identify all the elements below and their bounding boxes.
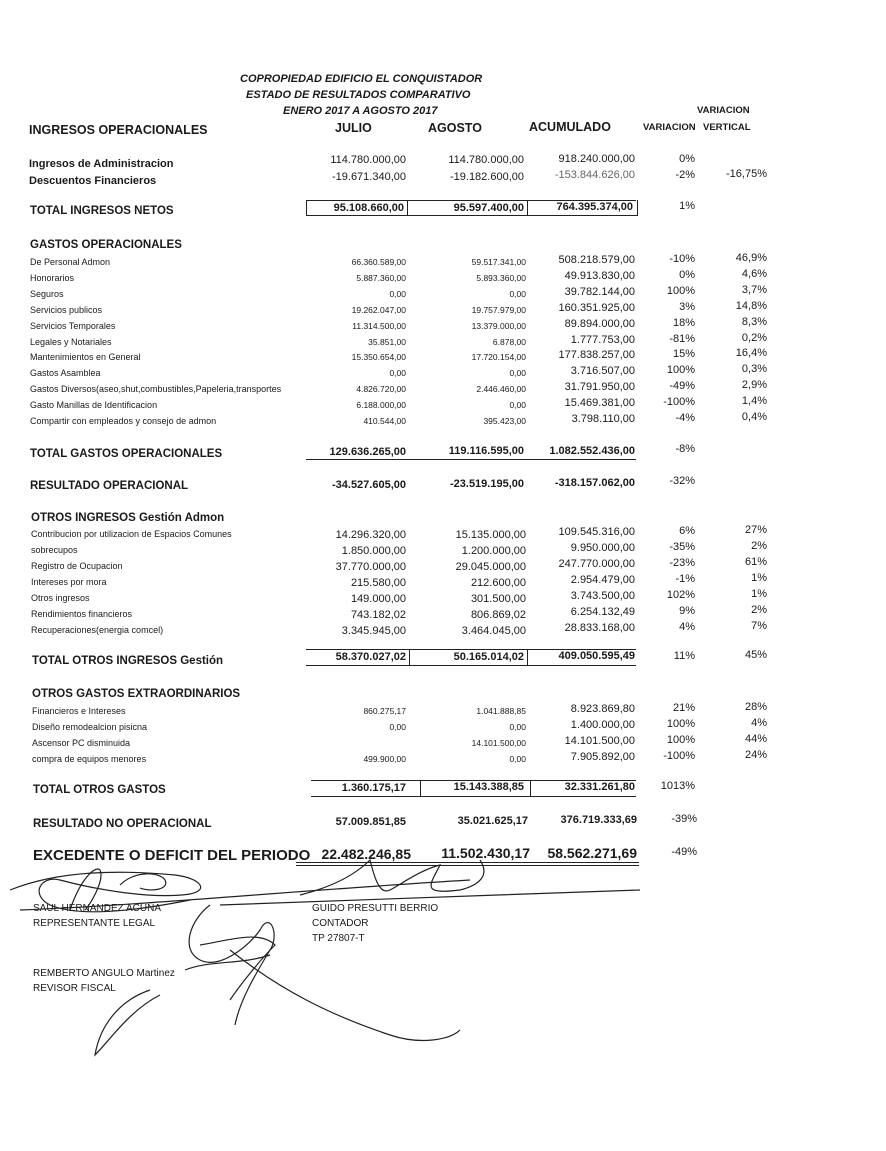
resultado-no-operacional-julio: 57.009.851,85 (335, 816, 406, 828)
row-acumulado: 508.218.579,00 (558, 254, 635, 266)
excedente-agosto: 11.502.430,17 (441, 845, 530, 861)
row-vertical: 24% (744, 749, 767, 761)
total-ingresos-label: TOTAL INGRESOS NETOS (30, 205, 174, 217)
resultado-operacional-agosto: -23.519.195,00 (449, 478, 524, 490)
row-agosto: -19.182.600,00 (449, 171, 524, 183)
col-divider (407, 201, 408, 215)
row-variacion: 100% (666, 284, 695, 297)
col-header-variacion: VARIACION (643, 122, 696, 133)
row-vertical: 1,4% (741, 395, 767, 408)
row-acumulado: 14.101.500,00 (564, 735, 635, 747)
total-gastos-acumulado: 1.082.552.436,00 (549, 445, 635, 457)
row-variacion: -2% (675, 169, 695, 181)
total-gastos-var: -8% (675, 443, 695, 455)
row-julio: 860.275,17 (363, 706, 406, 716)
row-label: Ingresos de Administracion (29, 158, 174, 170)
row-agosto: 17.720.154,00 (471, 352, 526, 363)
otros-ingresos-heading: OTROS INGRESOS Gestión Admon (31, 512, 225, 524)
row-agosto: 301.500,00 (470, 593, 526, 605)
row-label: Recuperaciones(energia comcel) (31, 625, 164, 635)
total-gastos-agosto: 119.116.595,00 (448, 445, 524, 457)
company-title: COPROPIEDAD EDIFICIO EL CONQUISTADOR (240, 73, 483, 85)
gastos-heading: GASTOS OPERACIONALES (30, 239, 182, 251)
revisor-title: REVISOR FISCAL (33, 983, 116, 994)
row-vertical: 61% (744, 556, 767, 568)
col-divider (527, 201, 528, 215)
resultado-operacional-label: RESULTADO OPERACIONAL (30, 480, 189, 492)
row-label: Mantenimientos en General (30, 352, 141, 363)
row-label: Servicios Temporales (30, 320, 116, 331)
total-otros-ingresos-label: TOTAL OTROS INGRESOS Gestión (32, 655, 224, 667)
col-header-julio: JULIO (335, 121, 372, 135)
row-agosto: 15.135.000,00 (455, 529, 526, 541)
resultado-no-operacional-var: -39% (671, 813, 697, 825)
row-agosto: 6.878,00 (492, 336, 526, 347)
total-otros-ingresos-acumulado: 409.050.595,49 (558, 650, 635, 662)
row-variacion: 18% (672, 316, 695, 329)
row-vertical: 4% (751, 717, 767, 729)
row-acumulado: 8.923.869,80 (570, 703, 635, 715)
row-agosto: 1.041.888,85 (476, 706, 526, 716)
row-label: Descuentos Financieros (29, 175, 157, 187)
row-acumulado: -153.844.626,00 (554, 169, 635, 181)
row-vertical: 16,4% (735, 347, 767, 360)
row-variacion: -10% (669, 253, 695, 265)
row-julio: 0,00 (389, 288, 406, 299)
row-vertical: 1% (751, 572, 767, 584)
report-title: ESTADO DE RESULTADOS COMPARATIVO (246, 89, 471, 101)
total-otros-gastos-label: TOTAL OTROS GASTOS (33, 784, 166, 796)
row-agosto: 0,00 (509, 754, 526, 764)
row-julio: 149.000,00 (350, 593, 406, 605)
row-label: Ascensor PC disminuida (32, 738, 131, 748)
row-agosto: 1.200.000,00 (461, 545, 526, 557)
row-label: Servicios publicos (30, 304, 103, 315)
row-vertical: -16,75% (726, 168, 767, 180)
row-vertical: 8,3% (741, 315, 767, 328)
row-label: Diseño remodealcion pisicna (32, 722, 148, 732)
total-bottom-rule (306, 665, 636, 666)
row-label: compra de equipos menores (32, 754, 147, 764)
row-variacion: 3% (679, 300, 695, 313)
row-variacion: 100% (666, 734, 695, 746)
row-variacion: 100% (666, 364, 695, 377)
row-vertical: 27% (744, 524, 767, 536)
row-julio: 0,00 (389, 368, 406, 379)
total-otros-ingresos-vert: 45% (744, 649, 767, 661)
row-julio: 35.851,00 (368, 336, 406, 347)
row-variacion: -4% (675, 412, 695, 424)
resultado-no-operacional-agosto: 35.021.625,17 (457, 815, 528, 827)
excedente-julio: 22.482.246,85 (321, 846, 411, 862)
row-julio: 6.188.000,00 (356, 400, 406, 411)
resultado-operacional-acumulado: -318.157.062,00 (554, 477, 635, 489)
row-vertical: 1% (751, 588, 767, 600)
row-label: Financieros e Intereses (32, 706, 126, 716)
row-variacion: 0% (679, 153, 695, 165)
otros-gastos-heading: OTROS GASTOS EXTRAORDINARIOS (32, 688, 241, 700)
row-vertical: 44% (744, 733, 767, 745)
row-julio: 114.780.000,00 (330, 154, 406, 166)
representante-name: SAUL HERNANDEZ ACUÑA (33, 903, 161, 914)
row-vertical: 28% (744, 701, 767, 713)
resultado-operacional-julio: -34.527.605,00 (331, 479, 406, 491)
row-variacion: 102% (666, 589, 695, 601)
row-acumulado: 31.791.950,00 (564, 381, 635, 394)
row-agosto: 395.423,00 (483, 416, 526, 426)
row-variacion: 9% (679, 605, 695, 617)
row-variacion: -49% (669, 380, 695, 393)
total-otros-ingresos-agosto: 50.165.014,02 (453, 651, 524, 663)
row-acumulado: 3.743.500,00 (570, 590, 635, 602)
col-header-acumulado: ACUMULADO (529, 120, 611, 134)
row-julio: 19.262.047,00 (351, 304, 406, 315)
row-variacion: 21% (672, 702, 695, 714)
row-agosto: 3.464.045,00 (461, 625, 526, 637)
row-vertical: 2,9% (741, 379, 767, 392)
row-variacion: 6% (679, 525, 695, 537)
row-julio: 66.360.589,00 (351, 257, 406, 267)
total-gastos-julio: 129.636.265,00 (329, 446, 406, 458)
row-label: De Personal Admon (30, 257, 111, 267)
row-vertical: 14,8% (735, 299, 767, 312)
row-label: Honorarios (30, 272, 75, 283)
row-vertical: 2% (751, 540, 767, 552)
row-label: Gastos Asamblea (30, 368, 101, 379)
row-julio: 11.314.500,00 (352, 320, 406, 331)
total-ingresos-julio: 95.108.660,00 (333, 202, 404, 214)
row-julio: 15.350.654,00 (351, 352, 406, 363)
col-divider (409, 649, 410, 665)
contador-name: GUIDO PRESUTTI BERRIO (312, 903, 439, 914)
row-acumulado: 89.894.000,00 (564, 317, 635, 330)
total-ingresos-var: 1% (679, 200, 695, 212)
row-acumulado: 49.913.830,00 (564, 269, 635, 282)
row-agosto: 0,00 (509, 400, 526, 411)
row-variacion: -23% (669, 557, 695, 569)
row-label: Compartir con empleados y consejo de admon (30, 416, 217, 426)
row-variacion: 15% (672, 348, 695, 361)
row-variacion: 0% (679, 268, 695, 281)
excedente-label: EXCEDENTE O DEFICIT DEL PERIODO (33, 847, 311, 864)
row-acumulado: 2.954.479,00 (570, 574, 635, 586)
row-label: Gasto Manillas de Identificacion (30, 400, 158, 411)
row-variacion: -35% (669, 541, 695, 553)
row-label: Otros ingresos (31, 593, 90, 603)
row-agosto: 19.757.979,00 (471, 304, 526, 315)
total-bottom-rule (311, 796, 636, 797)
row-julio: 37.770.000,00 (335, 561, 406, 573)
row-agosto: 0,00 (509, 368, 526, 379)
row-acumulado: 6.254.132,49 (570, 606, 635, 618)
row-vertical: 7% (751, 620, 767, 632)
representante-title: REPRESENTANTE LEGAL (33, 918, 156, 929)
row-julio: 499.900,00 (363, 754, 406, 764)
row-vertical: 0,2% (741, 331, 767, 344)
row-variacion: 100% (666, 718, 695, 730)
row-variacion: -81% (669, 332, 695, 345)
row-acumulado: 177.838.257,00 (558, 349, 635, 362)
row-julio: 743.182,02 (350, 609, 406, 621)
revisor-name: REMBERTO ANGULO Martinez (33, 968, 175, 979)
row-julio: 14.296.320,00 (335, 529, 406, 541)
row-vertical: 0,4% (741, 411, 767, 423)
row-agosto: 14.101.500,00 (471, 738, 526, 748)
row-agosto: 212.600,00 (470, 577, 526, 589)
ingresos-operacionales-heading: INGRESOS OPERACIONALES (29, 123, 208, 137)
resultado-no-operacional-acumulado: 376.719.333,69 (560, 814, 637, 826)
row-agosto: 5.893.360,00 (476, 272, 526, 283)
row-julio: -19.671.340,00 (331, 171, 406, 183)
contador-tp: TP 27807-T (312, 933, 365, 944)
total-gastos-label: TOTAL GASTOS OPERACIONALES (30, 448, 223, 460)
total-otros-gastos-agosto: 15.143.388,85 (453, 781, 524, 793)
excedente-var: -49% (671, 846, 697, 858)
row-agosto: 806.869,02 (470, 609, 526, 621)
row-vertical: 4,6% (741, 267, 767, 280)
row-label: Legales y Notariales (30, 336, 112, 347)
col-header-vertical-top: VARIACION (697, 105, 750, 116)
total-ingresos-acumulado: 764.395.374,00 (556, 201, 633, 213)
row-vertical: 46,9% (735, 252, 767, 264)
row-acumulado: 7.905.892,00 (570, 751, 635, 763)
period-title: ENERO 2017 A AGOSTO 2017 (283, 105, 438, 117)
row-julio: 0,00 (389, 722, 406, 732)
row-label: Registro de Ocupacion (31, 561, 123, 571)
row-vertical: 0,3% (741, 363, 767, 376)
resultado-no-operacional-label: RESULTADO NO OPERACIONAL (33, 818, 212, 830)
excedente-acumulado: 58.562.271,69 (547, 845, 637, 861)
row-label: Seguros (30, 288, 64, 299)
row-variacion: -1% (675, 573, 695, 585)
row-variacion: -100% (663, 750, 695, 762)
row-julio: 410.544,00 (363, 416, 406, 426)
row-variacion: -100% (663, 396, 695, 409)
row-acumulado: 3.798.110,00 (571, 413, 635, 425)
row-agosto: 13.379.000,00 (471, 320, 526, 331)
row-label: Contribucion por utilizacion de Espacios Comunes (31, 529, 232, 539)
row-acumulado: 160.351.925,00 (558, 301, 635, 314)
row-acumulado: 15.469.381,00 (564, 397, 635, 410)
total-ingresos-agosto: 95.597.400,00 (453, 202, 524, 214)
row-julio: 215.580,00 (350, 577, 406, 589)
row-acumulado: 1.777.753,00 (570, 333, 635, 346)
row-julio: 4.826.720,00 (356, 384, 406, 395)
row-label: sobrecupos (31, 545, 78, 555)
row-acumulado: 918.240.000,00 (558, 153, 635, 165)
row-acumulado: 28.833.168,00 (564, 622, 635, 634)
total-otros-ingresos-julio: 58.370.027,02 (335, 651, 406, 663)
row-vertical: 2% (751, 604, 767, 616)
col-header-agosto: AGOSTO (428, 121, 482, 135)
resultado-operacional-var: -32% (669, 475, 695, 487)
row-julio: 1.850.000,00 (341, 545, 406, 557)
row-agosto: 59.517.341,00 (471, 257, 526, 267)
total-otros-gastos-acumulado: 32.331.261,80 (564, 781, 635, 793)
row-acumulado: 39.782.144,00 (564, 285, 635, 298)
total-otros-gastos-var: 1013% (660, 780, 695, 792)
col-header-vertical: VERTICAL (703, 122, 751, 133)
row-acumulado: 1.400.000,00 (570, 719, 635, 731)
row-agosto: 0,00 (509, 288, 526, 299)
row-agosto: 114.780.000,00 (448, 154, 524, 166)
contador-title: CONTADOR (312, 918, 369, 929)
row-agosto: 0,00 (509, 722, 526, 732)
col-divider (527, 649, 528, 665)
row-label: Rendimientos financieros (31, 609, 133, 619)
handwritten-signatures-icon (0, 850, 700, 1070)
row-acumulado: 247.770.000,00 (558, 558, 635, 570)
row-julio: 5.887.360,00 (356, 272, 406, 283)
row-julio: 3.345.945,00 (341, 625, 406, 637)
total-otros-ingresos-var: 11% (673, 650, 695, 662)
row-agosto: 2.446.460,00 (476, 384, 526, 395)
row-acumulado: 109.545.316,00 (558, 526, 635, 538)
row-agosto: 29.045.000,00 (455, 561, 526, 573)
row-vertical: 3,7% (741, 283, 767, 296)
row-label: Intereses por mora (31, 577, 107, 587)
total-otros-gastos-julio: 1.360.175,17 (341, 782, 406, 794)
row-label: Gastos Diversos(aseo,shut,combustibles,Papeleria,transportes (30, 384, 282, 395)
total-rule (306, 459, 636, 460)
row-variacion: 4% (679, 621, 695, 633)
row-acumulado: 9.950.000,00 (570, 542, 635, 554)
row-acumulado: 3.716.507,00 (570, 365, 635, 378)
